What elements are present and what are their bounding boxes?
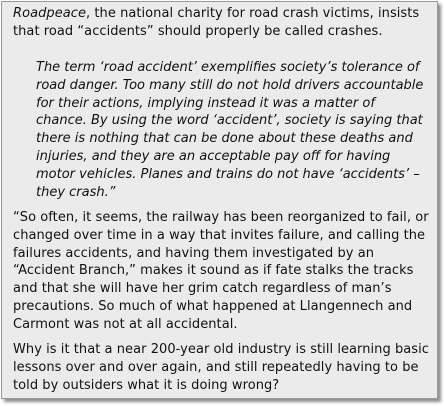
closing-paragraph: Why is it that a near 200-year old industry is still learning basic lessons over and over again, and still repeatedly having to be told by outsiders what it is doing wrong? [13, 342, 429, 393]
intro-text: , the national charity for road crash victims, insists that road “accidents” should properly be called crashes. [13, 6, 420, 39]
body-paragraph: “So often, it seems, the railway has been reorganized to fail, or changed over time in a way that invites failure, and calling the failures accidents, and having them investigated by an “Accident Branch,” makes it sound as if fate stalks the tracks and that she will have her grim catch regardless of man’s precautions. So much of what happened at Llangennech and Carmont was not at all accidental. [13, 210, 429, 332]
block-quote: The term ‘road accident’ exemplifies society’s tolerance of road danger. Too many still do not hold drivers accountable for their actions, implying instead it was a matter of chance. By using the word ‘accident’, society is saying that there is nothing that can be done about these deaths and injuries, and they are an acceptable pay off for having motor vehicles. Planes and trains do not have ‘accidents’ – they crash.” [36, 60, 424, 200]
quote-box [1, 1, 438, 399]
intro-paragraph [13, 5, 435, 41]
org-name: Roadpeace [13, 6, 87, 21]
